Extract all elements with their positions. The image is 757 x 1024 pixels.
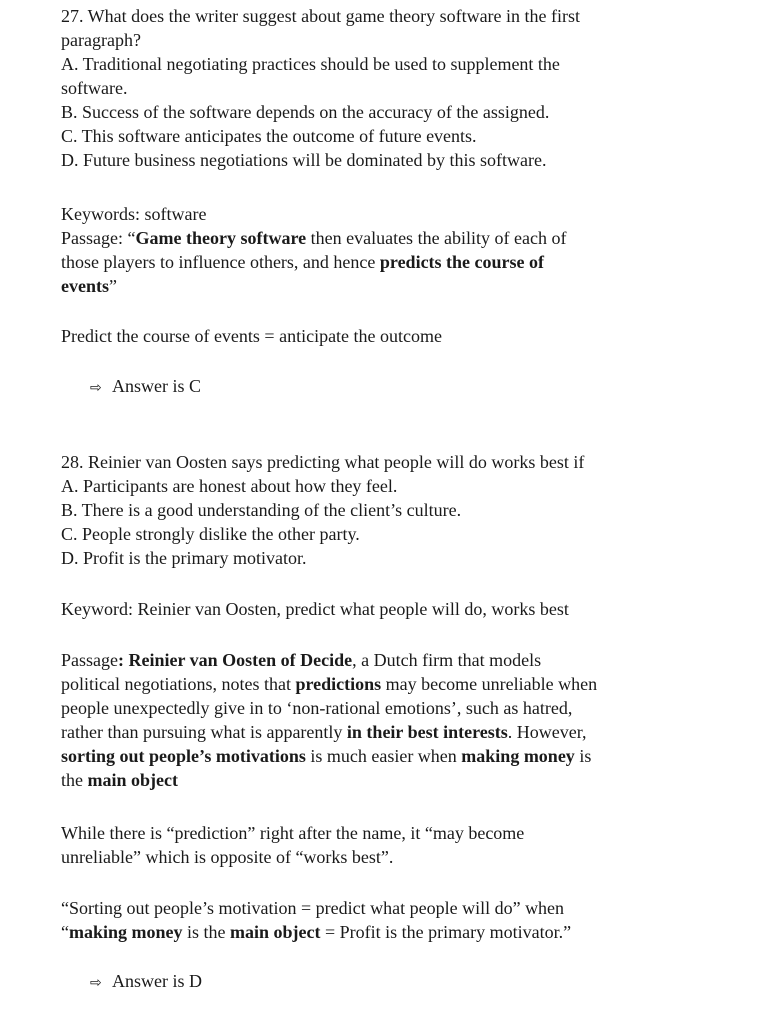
option-27-a-cont: software. xyxy=(61,78,128,98)
option-27-c: C. This software anticipates the outcome of future events. xyxy=(61,126,477,146)
question-27-text: 27. What does the writer suggest about game theory software in the first xyxy=(61,6,581,26)
answer-27 xyxy=(90,374,201,400)
arrow-right-icon: ⇨ xyxy=(90,380,102,396)
passage-28-line-6: the main object xyxy=(61,770,178,790)
question-28-block xyxy=(61,450,721,570)
equivalence-28-block xyxy=(61,896,721,944)
answer-28-text: Answer is D xyxy=(112,971,202,991)
option-27-a: A. Traditional negotiating practices should be used to supplement the xyxy=(61,54,560,74)
answer-28 xyxy=(90,969,202,995)
question-27-text-cont: paragraph? xyxy=(61,30,141,50)
paraphrase-27: Predict the course of events = anticipate the outcome xyxy=(61,326,443,346)
option-28-a: A. Participants are honest about how they feel. xyxy=(61,476,398,496)
question-27-block xyxy=(61,4,721,172)
equivalence-28-line-1: “Sorting out people’s motivation = predict what people will do” when xyxy=(61,898,565,918)
note-28-line-1: While there is “prediction” right after the name, it “may become xyxy=(61,823,525,843)
passage-28-line-4: rather than pursuing what is apparently in their best interests. However, xyxy=(61,722,587,742)
passage-27-line-1: Passage: “Game theory software then evaluates the ability of each of xyxy=(61,228,567,248)
passage-28-block xyxy=(61,648,721,792)
option-28-c: C. People strongly dislike the other party. xyxy=(61,524,360,544)
passage-28-line-3: people unexpectedly give in to ‘non-rational emotions’, such as hatred, xyxy=(61,698,573,718)
option-27-b: B. Success of the software depends on the accuracy of the assigned. xyxy=(61,102,550,122)
passage-28-line-2: political negotiations, notes that predictions may become unreliable when xyxy=(61,674,598,694)
passage-27-line-2: those players to influence others, and hence predicts the course of xyxy=(61,252,545,272)
passage-28-line-5: sorting out people’s motivations is much easier when making money is xyxy=(61,746,592,766)
question-28-text: 28. Reinier van Oosten says predicting what people will do works best if xyxy=(61,452,585,472)
arrow-right-icon: ⇨ xyxy=(90,975,102,991)
equivalence-28-line-2: “making money is the main object = Profit is the primary motivator.” xyxy=(61,922,572,942)
keywords-27: Keywords: software xyxy=(61,204,207,224)
answer-27-text: Answer is C xyxy=(112,376,201,396)
note-28-line-2: unreliable” which is opposite of “works best”. xyxy=(61,847,394,867)
passage-28-line-1: Passage: Reinier van Oosten of Decide, a Dutch firm that models xyxy=(61,650,542,670)
option-28-b: B. There is a good understanding of the client’s culture. xyxy=(61,500,462,520)
keyword-28: Keyword: Reinier van Oosten, predict what people will do, works best xyxy=(61,599,569,619)
option-27-d: D. Future business negotiations will be dominated by this software. xyxy=(61,150,547,170)
option-28-d: D. Profit is the primary motivator. xyxy=(61,548,307,568)
passage-27-line-3: events” xyxy=(61,276,117,296)
keywords-27-block xyxy=(61,202,721,298)
note-28-block xyxy=(61,821,721,869)
